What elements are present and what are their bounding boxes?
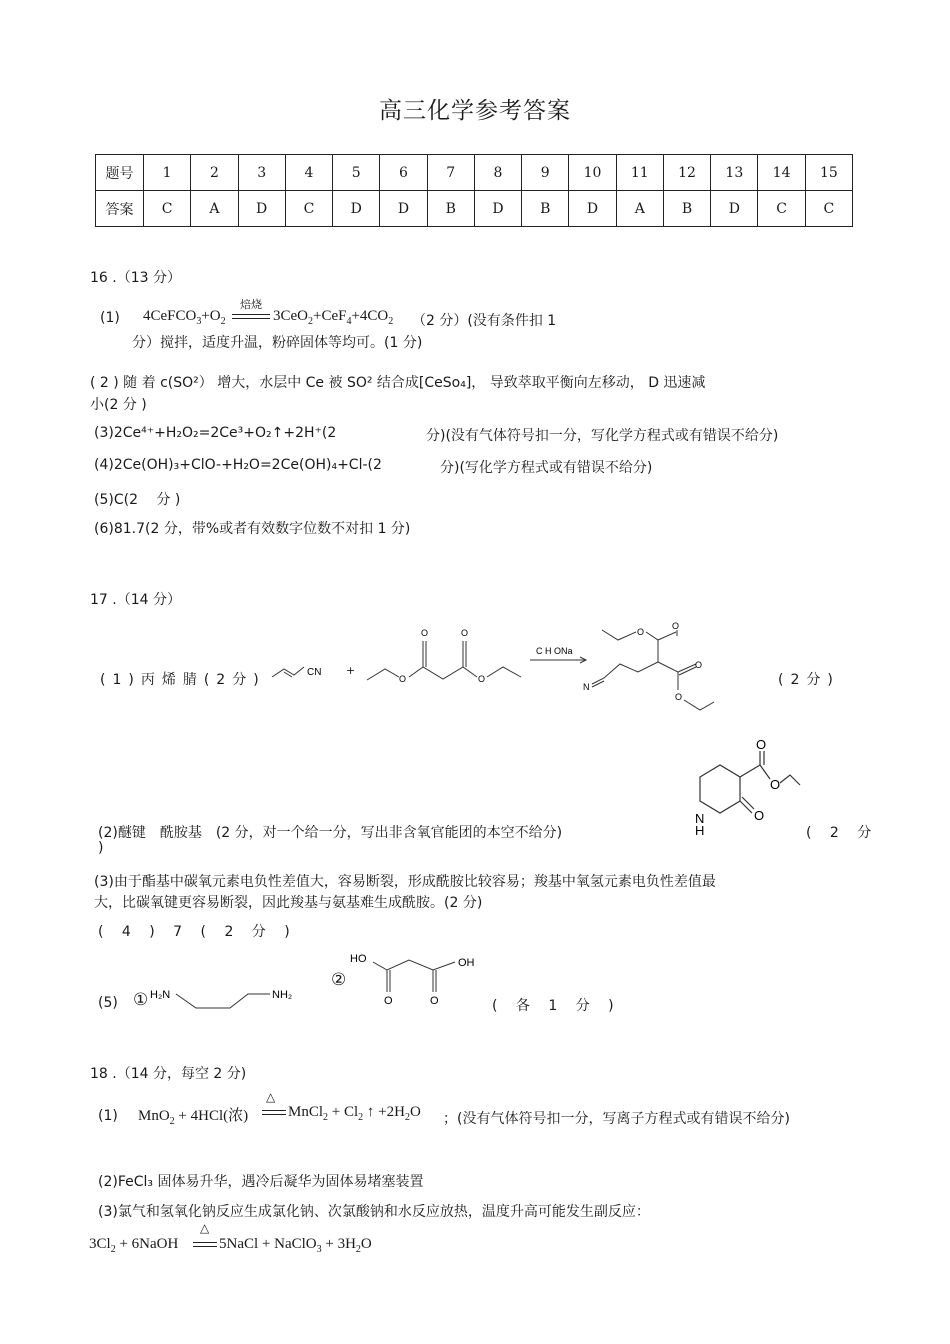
- acrylonitrile-structure: [270, 655, 330, 685]
- nitrogen-label: N: [583, 682, 590, 692]
- q16-p1-equation: $4CeFCO_3+O_2$: [143, 308, 226, 327]
- q16-p2-line2: 小(2 分 ): [90, 397, 147, 413]
- q16-p5: (5)C(2 分 ): [94, 492, 181, 508]
- amine-label: NH₂: [272, 989, 293, 1001]
- equals-sign-icon: [193, 1242, 217, 1247]
- table-cell: 7: [427, 155, 474, 191]
- table-cell: C: [758, 191, 805, 227]
- oxygen-label: O: [399, 674, 407, 684]
- q17-p3-line2: 大，比碳氧键更容易断裂，因此羧基与氨基难生成酰胺。(2 分): [94, 895, 483, 911]
- q17-p2: (2)醚键 酰胺基 (2 分，对一个给一分，写出非含氧官能团的本空不给分): [98, 825, 563, 841]
- bond-line: [373, 960, 455, 970]
- table-cell: 12: [663, 155, 710, 191]
- table-cell: 6: [380, 155, 427, 191]
- table-cell: D: [569, 191, 616, 227]
- oxygen-label: O: [430, 995, 439, 1007]
- bond-line: [684, 700, 714, 710]
- table-cell: D: [238, 191, 285, 227]
- equals-sign-icon: [232, 314, 270, 319]
- bond-line: [658, 662, 678, 690]
- oxygen-label: O: [754, 808, 765, 823]
- table-cell: 8: [474, 155, 521, 191]
- q17-p1-label: (1)丙烯腈(2分): [100, 672, 266, 688]
- bond-line: [760, 765, 770, 779]
- q18-p3-products: 5NaCl + NaClO$_3$ + $3H_2O$: [219, 1236, 372, 1255]
- bond-line: [780, 775, 800, 785]
- table-head-question: 题号: [96, 155, 144, 191]
- heat-triangle-icon: △: [200, 1221, 210, 1235]
- table-cell: 3: [238, 155, 285, 191]
- table-row-numbers: [96, 155, 853, 191]
- oxygen-label: O: [637, 627, 645, 637]
- table-cell: 9: [522, 155, 569, 191]
- bond-line: [367, 669, 399, 680]
- q16-p1-label: (1): [100, 310, 120, 326]
- bond-line: [592, 662, 658, 684]
- table-cell: D: [711, 191, 758, 227]
- table-cell: 4: [285, 155, 332, 191]
- ring-bond: [700, 765, 740, 813]
- q16-p2: ( 2 ) 随 着 c(SO²） 增大，水层中 Ce 被 SO² 结合成[CeSo₄]， 导致萃取平衡向左移动， D 迅速减: [90, 375, 706, 391]
- hydroxyl-label: HO: [350, 953, 367, 965]
- table-cell: D: [333, 191, 380, 227]
- bond-line: [272, 667, 304, 677]
- bond-line: [742, 797, 754, 809]
- amine-label: H₂N: [150, 989, 171, 1001]
- oxygen-label: O: [695, 660, 703, 670]
- table-cell: D: [474, 191, 521, 227]
- reagent-label: C H ONa: [536, 646, 573, 656]
- q17-p5-score: ( 各 1 分 ): [492, 998, 621, 1014]
- table-cell: C: [285, 191, 332, 227]
- bond-line: [740, 765, 760, 777]
- q17-p3: (3)由于酯基中碳氧元素电负性差值大，容易断裂，形成酰胺比较容易；羧基中氧氢元素电负性差值最: [94, 874, 716, 890]
- circle-two-label: ②: [331, 970, 347, 990]
- product-structure: [580, 620, 720, 720]
- q18-header: 18 .（14 分，每空 2 分): [90, 1066, 247, 1082]
- q18-p1-reactants: MnO$_2$ + 4HCl(浓): [138, 1108, 249, 1127]
- table-cell: B: [663, 191, 710, 227]
- q17-p5-label: (5): [98, 995, 118, 1011]
- q18-p1-label: (1): [98, 1108, 118, 1124]
- bond-line: [409, 667, 477, 679]
- plus-sign: +: [346, 664, 356, 677]
- q16-p6: (6)81.7(2 分，带%或者有效数字位数不对扣 1 分): [94, 521, 411, 537]
- bond-line: [487, 667, 521, 677]
- table-cell: 5: [333, 155, 380, 191]
- table-cell: 2: [191, 155, 238, 191]
- table-cell: 10: [569, 155, 616, 191]
- q16-header: 16 .（13 分）: [90, 270, 181, 286]
- table-head-answer: 答案: [96, 191, 144, 227]
- table-cell: 1: [144, 155, 191, 191]
- q18-p1-products: MnCl$_2$ + $Cl_2$ ↑ $+2H_2O$: [288, 1104, 421, 1123]
- answer-table: [95, 154, 853, 227]
- table-cell: C: [144, 191, 191, 227]
- table-cell: A: [191, 191, 238, 227]
- circle-one-label: ①: [133, 990, 149, 1010]
- table-cell: 14: [758, 155, 805, 191]
- oxygen-label: O: [675, 692, 683, 702]
- table-cell: C: [805, 191, 852, 227]
- hydroxyl-label: OH: [458, 957, 475, 969]
- page-title: 高三化学参考答案: [379, 98, 571, 124]
- q18-p3-reactants: $3Cl_2$ + 6NaOH: [89, 1236, 179, 1255]
- q16-p1-products: $3CeO_2+CeF_4+4CO_2$: [273, 308, 394, 327]
- bond-line: [740, 801, 752, 813]
- table-cell: D: [380, 191, 427, 227]
- equals-sign-icon: [262, 1110, 286, 1115]
- q17-p2-close: ): [98, 840, 104, 856]
- oxygen-label: O: [421, 628, 429, 638]
- bond-line: [602, 630, 636, 640]
- q16-p4-note: 分)(写化学方程式或有错误不给分): [440, 460, 653, 476]
- table-cell: A: [616, 191, 663, 227]
- oxygen-label: O: [384, 995, 393, 1007]
- table-cell: 15: [805, 155, 852, 191]
- oxygen-label: O: [672, 621, 680, 631]
- q17-p2-score: ( 2 分: [806, 825, 879, 841]
- hydrogen-label: H: [695, 823, 705, 838]
- q16-p1-condition: 焙烧: [240, 298, 262, 311]
- oxygen-label: O: [478, 674, 486, 684]
- table-cell: B: [522, 191, 569, 227]
- q17-p1-score: (2分): [778, 672, 840, 688]
- oxygen-label: O: [756, 737, 767, 752]
- nitrogen-label: N: [695, 811, 705, 826]
- diaminopropane-structure: [150, 980, 310, 1020]
- table-cell: 13: [711, 155, 758, 191]
- q16-p1-line2: 分）搅拌，适度升温，粉碎固体等均可。(1 分): [132, 335, 423, 351]
- q18-p1-note: ；(没有气体符号扣一分，写离子方程式或有错误不给分): [443, 1111, 790, 1127]
- table-row-answers: [96, 191, 853, 227]
- q16-p3-note: 分)(没有气体符号扣一分，写化学方程式或有错误不给分): [426, 428, 779, 444]
- q18-p2: (2)FeCl₃ 固体易升华，遇冷后凝华为固体易堵塞装置: [98, 1174, 424, 1190]
- cn-label: CN: [307, 667, 322, 678]
- malonic-acid-structure: [345, 948, 490, 1013]
- oxygen-label: O: [770, 777, 781, 792]
- table-cell: B: [427, 191, 474, 227]
- bond-line: [592, 681, 604, 687]
- diethyl-malonate-structure: [365, 625, 525, 695]
- table-cell: 11: [616, 155, 663, 191]
- oxygen-label: O: [461, 628, 469, 638]
- q16-p4-equation: (4)2Ce(OH)₃+ClO-+H₂O=2Ce(OH)₄+Cl-(2: [94, 457, 382, 473]
- q17-header: 17 .（14 分）: [90, 592, 181, 608]
- bond-line: [646, 632, 676, 640]
- q17-p4: ( 4 ) 7 ( 2 分 ): [98, 924, 297, 940]
- piperidinone-structure: [680, 737, 805, 840]
- bond-line: [176, 994, 270, 1008]
- q18-p3: (3)氯气和氢氧化钠反应生成氯化钠、次氯酸钠和水反应放热，温度升高可能发生副反应：: [98, 1204, 650, 1220]
- q16-p3-equation: (3)2Ce⁴⁺+H₂O₂=2Ce³+O₂↑+2H⁺(2: [94, 425, 337, 441]
- q16-p1-note: （2 分）(没有条件扣 1: [412, 313, 557, 329]
- heat-triangle-icon: △: [266, 1090, 276, 1104]
